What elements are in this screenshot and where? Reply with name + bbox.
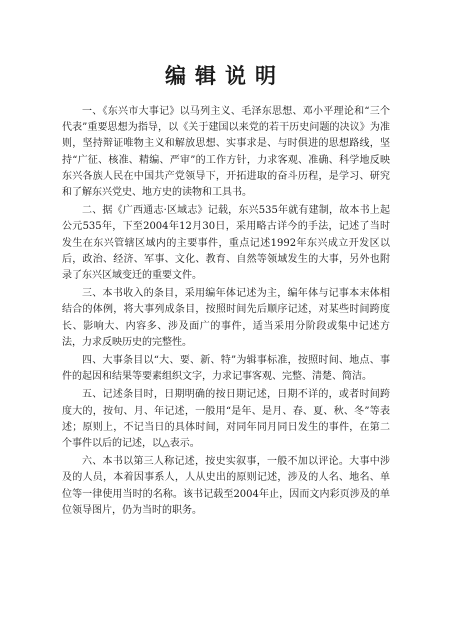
paragraph-5: 五、记述条目时，日期明确的按日期记述，日期不详的，或者时间跨度大的，按旬、月、年记述，一般用“是年、是月、春、夏、秋、冬”等表述；原则上，不记当日的具体时间，对同年同月同日发生的事件，在第二个事件以后的记述，以△表示。	[62, 389, 390, 450]
paragraph-6: 六、本书以第三人称记述，按史实叙事，一般不加以评论。大事中涉及的人员，本着因事系人，人从史出的原则记述，涉及的人名、地名、单位等一律使用当时的名称。该书记载至2004年止，因而文内彩页涉及的单位领导图片，仍为当时的职务。	[62, 456, 390, 516]
paragraph-2: 二、据《广西通志·区域志》记载，东兴535年就有建制，故本书上起公元535年，下至2004年12月30日，采用略古详今的手法，记述了当时发生在东兴管辖区域内的主要事件，重点记述1992年东兴成立开发区以后，政治、经济、军事、文化、教育、自然等领域发生的大事，另外也附录了东兴区域变迁的重要文件。	[62, 205, 390, 282]
paragraph-4: 四、大事条目以“大、要、新、特”为辑事标准，按照时间、地点、事件的起因和结果等要素组织文字，力求记事客观、完整、清楚、简洁。	[62, 355, 390, 383]
paragraph-3: 三、本书收入的条目，采用编年体记述为主，编年体与记事本末体相结合的体例，将大事列成条目，按照时间先后顺序记述，对某些时间跨度长、影响大、内容多、涉及面广的事件，适当采用分阶段或集中记述方法，力求反映历史的完整性。	[62, 288, 390, 348]
paragraph-1: 一、《东兴市大事记》以马列主义、毛泽东思想、邓小平理论和“三个代表”重要思想为指导，以《关于建国以来党的若干历史问题的决议》为准则，坚持辩证唯物主义和解放思想、实事求是、与时俱进的思想路线，坚持“广征、核准、精编、严审”的工作方针，力求客观、准确、科学地反映东兴各族人民在中国共产党领导下，开拓进取的奋斗历程，是学习、研究和了解东兴党史、地方史的读物和工具书。	[62, 106, 390, 199]
document-body	[62, 104, 390, 521]
page-title: 编辑说明	[165, 64, 285, 88]
